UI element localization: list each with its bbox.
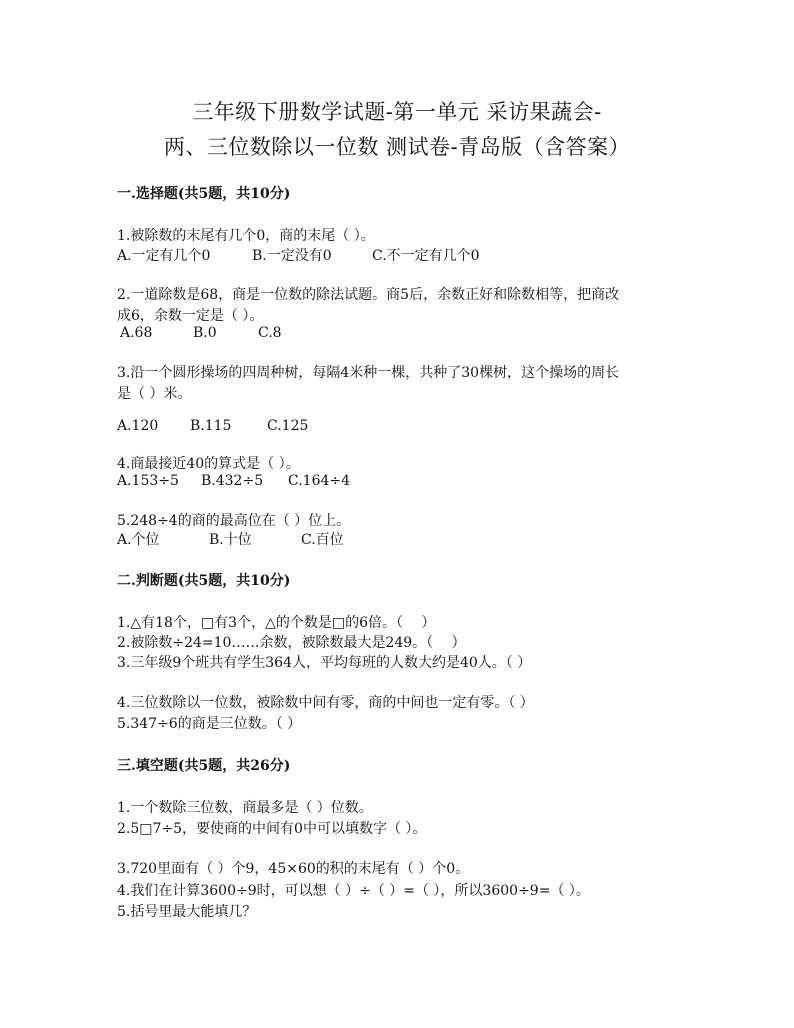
s2-q4: 4.三位数除以一位数，被除数中间有零，商的中间也一定有零。（ ）: [117, 695, 534, 711]
section2-heading: 二.判断题(共5题，共10分): [117, 573, 291, 589]
s1-q5-option-a: A.个位: [117, 532, 160, 548]
s1-q4-option-a: A.153÷5: [117, 473, 179, 489]
s1-q5-options: [117, 529, 344, 549]
s1-q4-options: [117, 473, 350, 489]
s1-q3-option-c: C.125: [267, 418, 309, 434]
s1-q1-option-c: C.不一定有几个0: [372, 248, 480, 264]
s3-q5: 5.括号里最大能填几？: [117, 904, 257, 920]
s1-q5-option-c: C.百位: [301, 532, 344, 548]
s1-q4-stem: 4.商最接近40的算式是（ ）。: [117, 456, 300, 472]
section1-heading: 一.选择题(共5题，共10分): [117, 186, 291, 202]
s3-q2: 2.5□7÷5，要使商的中间有0中可以填数字（ ）。: [117, 821, 427, 837]
s1-q1-stem: 1.被除数的末尾有几个0，商的末尾（ ）。: [117, 228, 375, 244]
s1-q1-option-a: A.一定有几个0: [117, 248, 211, 264]
s1-q3-stem-line1: 3.沿一个圆形操场的四周种树，每隔4米种一棵，共种了30棵树，这个操场的周长: [117, 365, 620, 381]
s1-q2-options: [120, 325, 282, 341]
s1-q5-stem: 5.248÷4的商的最高位在（ ）位上。: [117, 513, 351, 529]
page-title-line2: 两、三位数除以一位数 测试卷-青岛版（含答案）: [163, 135, 631, 159]
s1-q2-stem-line1: 2.一道除数是68，商是一位数的除法试题。商5后，余数正好和除数相等，把商改: [117, 287, 620, 303]
s1-q1-option-b: B.一定没有0: [252, 248, 332, 264]
s1-q1-options: [117, 245, 480, 265]
s2-q2: 2.被除数÷24=10……余数，被除数最大是249。（ ）: [117, 635, 466, 651]
s1-q2-option-c: C.8: [258, 325, 282, 341]
s1-q3-option-a: A.120: [117, 418, 159, 434]
s1-q4-option-b: B.432÷5: [201, 473, 264, 489]
s1-q4-option-c: C.164÷4: [288, 473, 351, 489]
s3-q3: 3.720里面有（ ）个9，45×60的积的末尾有（ ）个0。: [117, 861, 470, 877]
page-title-line1: 三年级下册数学试题-第一单元 采访果蔬会-: [192, 100, 602, 124]
s1-q2-option-b: B.0: [193, 325, 217, 341]
s2-q3: 3.三年级9个班共有学生364人，平均每班的人数大约是40人。（ ）: [117, 655, 532, 671]
s1-q5-option-b: B.十位: [209, 532, 252, 548]
s3-q4: 4.我们在计算3600÷9时，可以想（ ）÷（ ）=（ ），所以3600÷9=（ ）。: [117, 883, 590, 899]
s2-q1: 1.△有18个，□有3个，△的个数是□的6倍。（ ）: [117, 615, 436, 631]
s1-q3-options: [117, 418, 308, 434]
s1-q2-stem-line2: 成6，余数一定是（ ）。: [117, 308, 264, 324]
s1-q2-option-a: A.68: [120, 325, 153, 341]
section3-heading: 三.填空题(共5题，共26分): [117, 758, 291, 774]
s2-q5: 5.347÷6的商是三位数。（ ）: [117, 716, 302, 732]
s1-q3-option-b: B.115: [190, 418, 232, 434]
s3-q1: 1.一个数除三位数，商最多是（ ）位数。: [117, 800, 373, 816]
s1-q3-stem-line2: 是（ ）米。: [117, 386, 192, 402]
